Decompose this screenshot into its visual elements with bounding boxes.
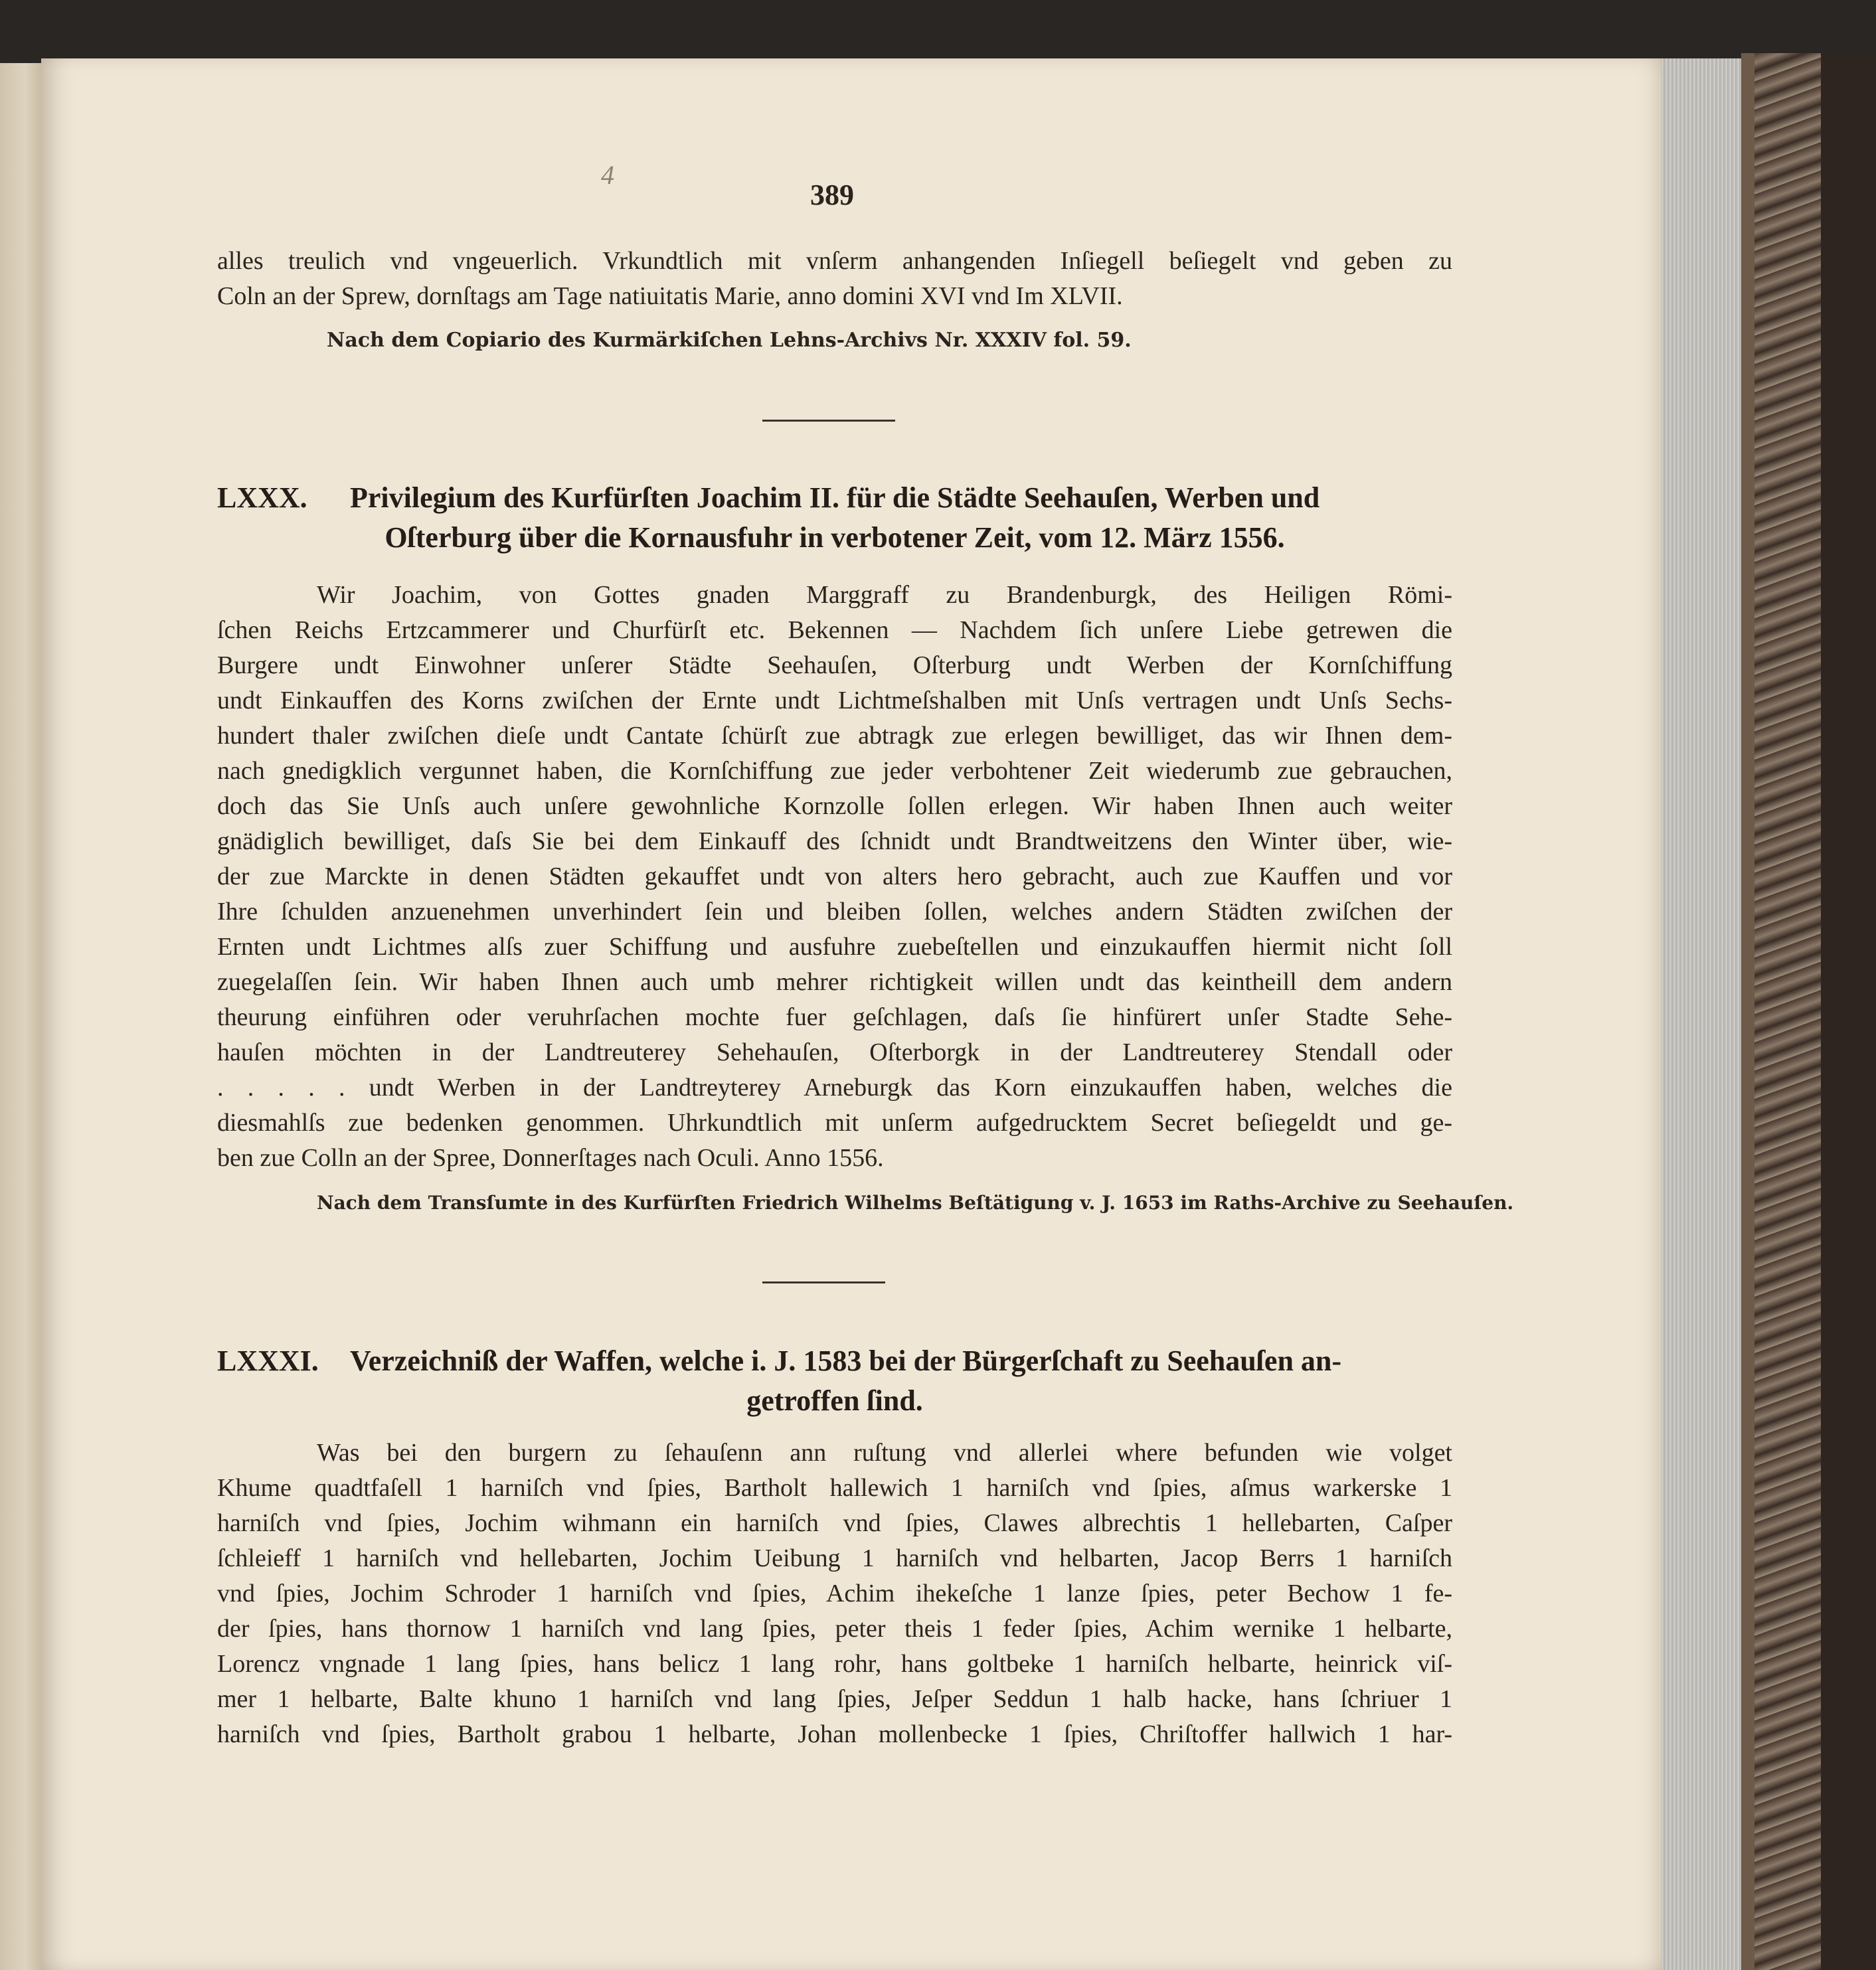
body-line: Ihre ſchulden anzuenehmen unverhindert ſein und bleiben ſollen, welches andern Städten zwiſchen der — [217, 898, 1452, 926]
section-number: LXXXI. — [217, 1345, 319, 1377]
body-line: Was bei den burgern zu ſehauſenn ann ruſtung vnd allerlei where befunden wie volget — [317, 1439, 1452, 1467]
body-line: theurung einführen oder veruhrſachen mochte fuer geſchlagen, daſs ſie hinfürert unſer Stadte Sehe- — [217, 1003, 1452, 1031]
left-page-edge — [0, 63, 41, 1970]
intro-paragraph — [217, 244, 1452, 314]
body-line: harniſch vnd ſpies, Bartholt grabou 1 helbarte, Johan mollenbecke 1 ſpies, Chriſtoffer hallwich 1 har- — [217, 1720, 1452, 1748]
source-note: Nach dem Copiario des Kurmärkiſchen Lehns-Archivs Nr. XXXIV fol. 59. — [327, 329, 1132, 352]
body-line: Lorencz vngnade 1 lang ſpies, hans belicz 1 lang rohr, hans goltbeke 1 harniſch helbarte, heinrick viſ- — [217, 1650, 1452, 1678]
body-line: diesmahlſs zue bedenken genommen. Uhrkundtlich mit unſerm aufgedrucktem Secret beſiegeldt und ge- — [217, 1109, 1452, 1137]
body-line: undt Einkauffen des Korns zwiſchen der Ernte undt Lichtmeſshalben mit Unſs vertragen undt Unſs Sechs- — [217, 687, 1452, 714]
page-stack-edge — [1662, 58, 1741, 1970]
section-lxxxi-body — [217, 1436, 1452, 1752]
body-line: . . . . . undt Werben in der Landtreyterey Arneburgk das Korn einzukauffen haben, welches die — [217, 1074, 1452, 1102]
body-line: zuegelaſſen ſein. Wir haben Ihnen auch umb mehrer richtigkeit willen undt das keintheill dem andern — [217, 968, 1452, 996]
section-title-cont: Oſterburg über die Kornausfuhr in verbotener Zeit, vom 12. März 1556. — [384, 521, 1285, 554]
intro-line: Coln an der Sprew, dornſtags am Tage natiuitatis Marie, anno domini XVI vnd Im XLVII. — [217, 282, 1123, 310]
section-lxxx-body — [217, 578, 1452, 1176]
body-line: nach gnedigklich vergunnet haben, die Kornſchiffung zue jeder verbohtener Zeit wiederumb zue gebrauchen, — [217, 757, 1452, 785]
section-divider — [762, 1281, 885, 1283]
pencil-mark: 4 — [601, 160, 614, 190]
body-line: ben zue Colln an der Spree, Donnerſtages nach Oculi. Anno 1556. — [217, 1144, 884, 1172]
section-lxxx-source — [217, 1192, 1514, 1214]
body-line: Wir Joachim, von Gottes gnaden Marggraff zu Brandenburgk, des Heiligen Römi- — [317, 581, 1452, 609]
body-line: ſchleieff 1 harniſch vnd hellebarten, Jochim Ueibung 1 harniſch vnd helbarten, Jacop Berrs 1 harniſch — [217, 1544, 1452, 1572]
body-line: Burgere undt Einwohner unſerer Städte Seehauſen, Oſterburg undt Werben der Kornſchiffung — [217, 651, 1452, 679]
page-number: 389 — [810, 179, 854, 211]
section-title-cont: getroffen ſind. — [746, 1384, 923, 1417]
intro-source — [217, 329, 1452, 352]
section-heading-lxxxi — [217, 1341, 1452, 1421]
book-cover — [1741, 53, 1876, 1970]
intro-line: alles treulich vnd vngeuerlich. Vrkundtlich mit vnſerm anhangenden Inſiegell beſiegelt vnd geben zu — [217, 247, 1452, 275]
body-line: mer 1 helbarte, Balte khuno 1 harniſch vnd lang ſpies, Jeſper Seddun 1 halb hacke, hans ſchriuer 1 — [217, 1685, 1452, 1713]
section-number: LXXX. — [217, 481, 307, 514]
body-line: doch das Sie Unſs auch unſere gewohnliche Kornzolle ſollen erlegen. Wir haben Ihnen auch weiter — [217, 792, 1452, 820]
section-title: Privilegium des Kurfürſten Joachim II. für die Städte Seehauſen, Werben und — [350, 481, 1320, 514]
source-note: Nach dem Transſumte in des Kurfürſten Friedrich Wilhelms Beſtätigung v. J. 1653 im Raths-Archive zu Seehauſen. — [317, 1192, 1514, 1214]
body-line: harniſch vnd ſpies, Jochim wihmann ein harniſch vnd ſpies, Clawes albrechtis 1 hellebarten, Caſper — [217, 1509, 1452, 1537]
body-line: vnd ſpies, Jochim Schroder 1 harniſch vnd ſpies, Achim ihekeſche 1 lanze ſpies, peter Bechow 1 fe- — [217, 1580, 1452, 1607]
body-line: der zue Marckte in denen Städten gekauffet undt von alters hero gebracht, auch zue Kauffen und vor — [217, 862, 1452, 890]
section-divider — [762, 420, 895, 422]
body-line: der ſpies, hans thornow 1 harniſch vnd lang ſpies, peter theis 1 feder ſpies, Achim wernike 1 helbarte, — [217, 1615, 1452, 1643]
body-line: hundert thaler zwiſchen dieſe undt Cantate ſchürſt zue abtragk zue erlegen bewilliget, das wir Ihnen dem- — [217, 722, 1452, 750]
body-line: hauſen möchten in der Landtreuterey Sehehauſen, Oſterborgk in der Landtreuterey Stendall oder — [217, 1038, 1452, 1066]
body-line: Ernten undt Lichtmes alſs zuer Schiffung und ausfuhre zuebeſtellen und einzukauffen hiermit nicht ſoll — [217, 933, 1452, 961]
marbled-cover — [1754, 53, 1821, 1970]
body-line: Khume quadtfaſell 1 harniſch vnd ſpies, Bartholt hallewich 1 harniſch vnd ſpies, aſmus warkerske 1 — [217, 1474, 1452, 1502]
body-line: gnädiglich bewilliget, daſs Sie bei dem Einkauff des ſchnidt undt Brandtweitzens den Winter über, wie- — [217, 827, 1452, 855]
section-title: Verzeichniß der Waffen, welche i. J. 1583 bei der Bürgerſchaft zu Seehauſen an- — [350, 1345, 1342, 1377]
section-heading-lxxx — [217, 478, 1452, 558]
body-line: ſchen Reichs Ertzcammerer und Churfürſt etc. Bekennen — Nachdem ſich unſere Liebe getrewen die — [217, 616, 1452, 644]
cover-edge — [1821, 53, 1876, 1970]
